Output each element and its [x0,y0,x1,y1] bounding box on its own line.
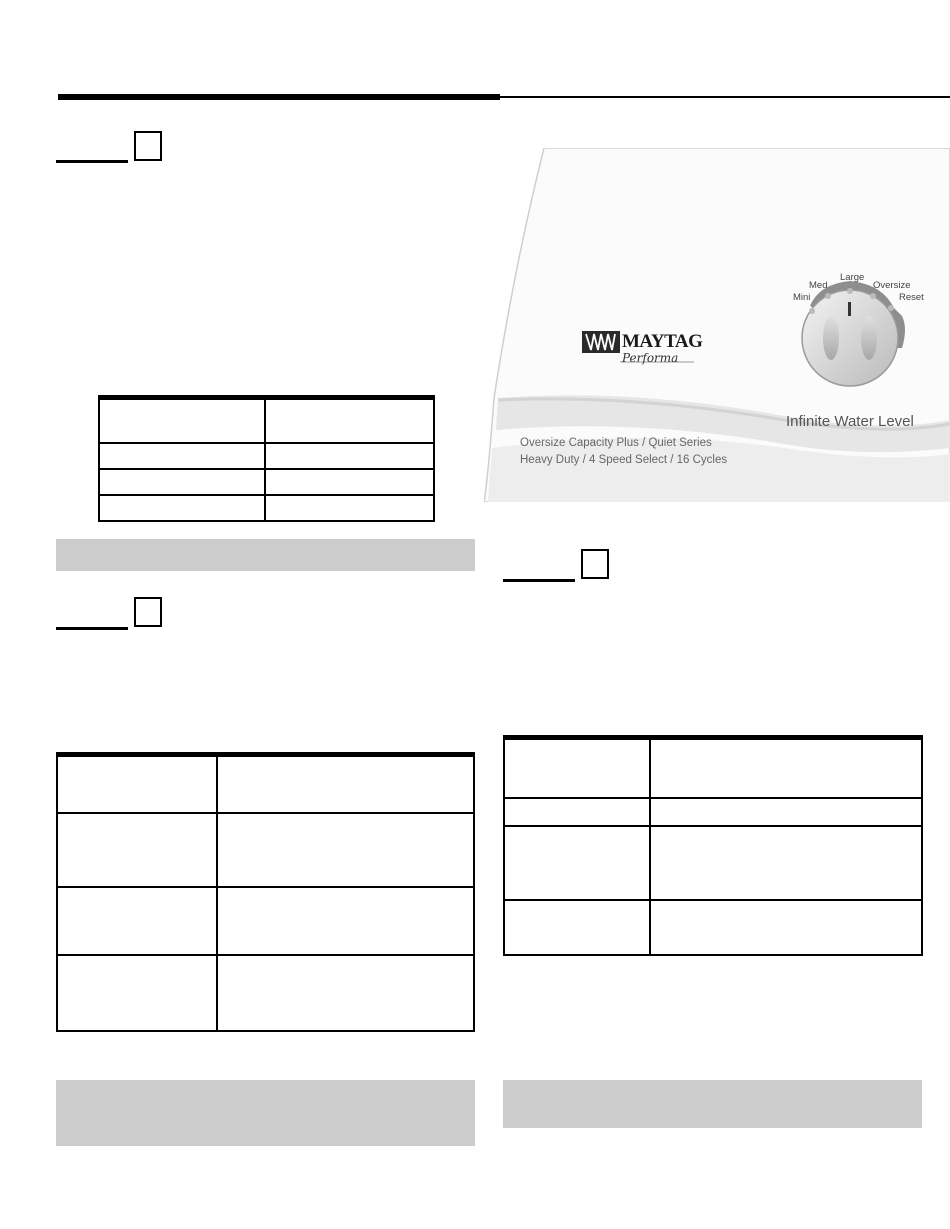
dial-label-oversize: Oversize [873,280,911,291]
brand-name: MAYTAG [622,331,703,352]
table-2-cell [217,755,474,813]
table-3-cell [650,900,922,956]
model-script: Performa [622,351,679,365]
dial-title: Infinite Water Level [786,413,914,430]
table-2-cell [57,755,217,813]
table-3-cell [650,798,922,826]
table-1-cell [265,495,434,521]
table-2 [56,752,475,1032]
table-1-cell [265,443,434,469]
step-1-underline [56,160,128,163]
table-3-cell [504,900,650,956]
table-1-cell [99,398,265,444]
table-3-cell [504,738,650,798]
dial-label-reset: Reset [899,292,924,303]
header-rule-thick [58,94,500,100]
table-3 [503,735,923,956]
table-1-cell [99,469,265,495]
control-panel-illustration [484,148,950,502]
note-bar-1 [56,539,475,571]
table-2-cell [57,813,217,887]
table-2-cell [217,887,474,955]
dial-label-mini: Mini [793,292,811,303]
dial-label-large: Large [840,272,865,283]
table-2-cell [57,887,217,955]
table-1-cell [99,443,265,469]
table-3-cell [504,826,650,900]
table-3-cell [650,826,922,900]
brand-logo-mark [582,331,620,353]
step-2-underline [56,627,128,630]
series-line-1: Oversize Capacity Plus / Quiet Series [520,437,712,449]
table-1-cell [265,398,434,444]
header-rule-thin [500,96,950,98]
table-3-cell [504,798,650,826]
table-2-cell [57,955,217,1032]
dial-label-med: Med [809,280,828,291]
step-3-box [581,549,609,579]
series-line-2: Heavy Duty / 4 Speed Select / 16 Cycles [520,454,728,466]
table-1 [98,395,435,522]
table-2-cell [217,955,474,1032]
note-bar-3 [503,1080,922,1128]
table-1-cell [99,495,265,521]
step-2-box [134,597,162,627]
table-2-cell [217,813,474,887]
step-3-underline [503,579,575,582]
table-1-cell [265,469,434,495]
note-bar-2 [56,1080,475,1146]
step-1-box [134,131,162,161]
table-3-cell [650,738,922,798]
